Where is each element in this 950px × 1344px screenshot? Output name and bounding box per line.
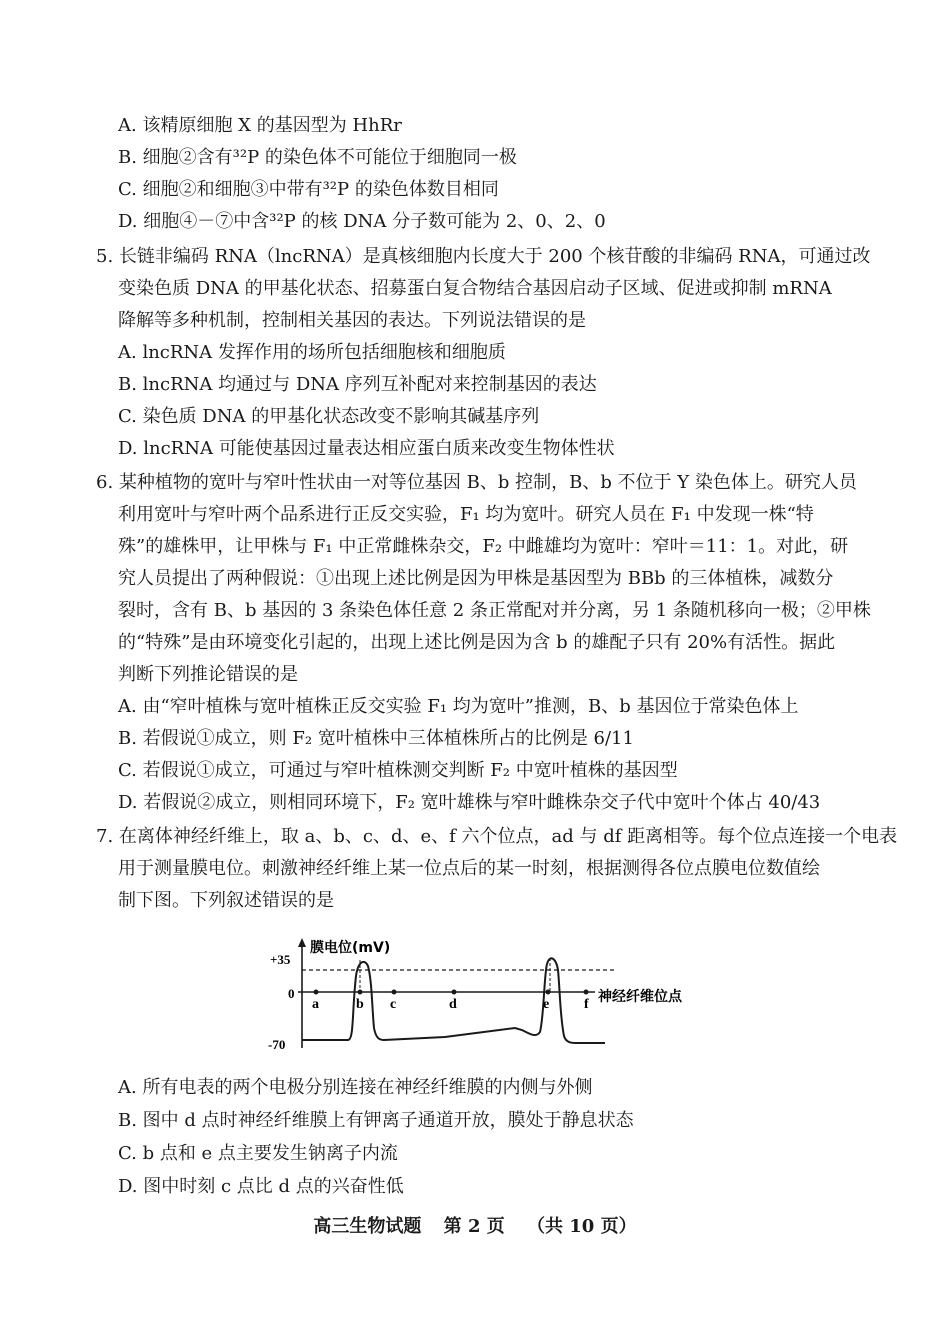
point-label-c: c [390, 997, 397, 1012]
footer-page-number: 第 2 页 [443, 1216, 505, 1237]
point-label-f: f [584, 997, 589, 1012]
q7-option-d: D. 图中时刻 c 点比 d 点的兴奋性低 [118, 1176, 404, 1197]
q5-option-d: D. lncRNA 可能使基因过量表达相应蛋白质来改变生物体性状 [118, 438, 615, 459]
q6-stem-line: 判断下列推论错误的是 [118, 664, 298, 685]
q7-stem-line: 制下图。下列叙述错误的是 [118, 890, 334, 911]
y-tick-label-plus35: +35 [270, 952, 291, 967]
q6-stem-line: 利用宽叶与窄叶两个品系进行正反交实验，F₁ 均为宽叶。研究人员在 F₁ 中发现一株“特 [118, 504, 814, 525]
page-footer [0, 1212, 950, 1238]
q4-option-d: D. 细胞④－⑦中含³²P 的核 DNA 分子数可能为 2、0、2、0 [118, 211, 606, 232]
q6-option-d: D. 若假说②成立，则相同环境下，F₂ 宽叶雄株与窄叶雌株杂交子代中宽叶个体占 40/43 [118, 792, 821, 813]
q7-stem-line: 7. 在离体神经纤维上，取 a、b、c、d、e、f 六个位点，ad 与 df 距离相等。每个位点连接一个电表 [96, 826, 898, 847]
q6-option-a: A. 由“窄叶植株与宽叶植株正反交实验 F₁ 均为宽叶”推测，B、b 基因位于常染色体上 [118, 696, 799, 717]
y-tick-label-zero: 0 [288, 986, 295, 1001]
q6-stem-line: 6. 某种植物的宽叶与窄叶性状由一对等位基因 B、b 控制，B、b 不位于 Y 染色体上。研究人员 [96, 472, 857, 493]
q7-stem-line: 用于测量膜电位。刺激神经纤维上某一位点后的某一时刻，根据测得各位点膜电位数值绘 [118, 858, 820, 879]
point-f [584, 990, 589, 995]
point-c [392, 990, 397, 995]
point-label-e: e [543, 997, 550, 1012]
q5-stem-line: 降解等多种机制，控制相关基因的表达。下列说法错误的是 [118, 310, 586, 331]
point-e [546, 990, 551, 995]
q4-option-a: A. 该精原细胞 X 的基因型为 HhRr [118, 115, 402, 136]
membrane-potential-chart [260, 936, 730, 1056]
footer-total-pages: （共 10 页） [527, 1216, 637, 1237]
q4-option-b: B. 细胞②含有³²P 的染色体不可能位于细胞同一极 [118, 147, 517, 168]
point-label-a: a [312, 997, 319, 1012]
q7-option-b: B. 图中 d 点时神经纤维膜上有钾离子通道开放，膜处于静息状态 [118, 1110, 634, 1131]
q7-option-a: A. 所有电表的两个电极分别连接在神经纤维膜的内侧与外侧 [118, 1077, 593, 1098]
y-tick-label-minus70: -70 [268, 1037, 286, 1052]
q5-stem-line: 5. 长链非编码 RNA（lncRNA）是真核细胞内长度大于 200 个核苷酸的非编码 RNA，可通过改 [96, 246, 871, 267]
footer-subject: 高三生物试题 [313, 1216, 422, 1237]
q6-stem-line: 裂时，含有 B、b 基因的 3 条染色体任意 2 条正常配对并分离，另 1 条随机移向一极；②甲株 [118, 600, 871, 621]
y-axis-label: 膜电位(mV) [310, 940, 391, 956]
q5-option-b: B. lncRNA 均通过与 DNA 序列互补配对来控制基因的表达 [118, 374, 597, 395]
q5-option-c: C. 染色质 DNA 的甲基化状态改变不影响其碱基序列 [118, 406, 540, 427]
q6-stem-line: 殊”的雄株甲，让甲株与 F₁ 中正常雌株杂交，F₂ 中雌雄均为宽叶：窄叶＝11：1。对此，研 [118, 536, 849, 557]
y-axis-arrow [298, 938, 306, 947]
q6-stem-line: 究人员提出了两种假说：①出现上述比例是因为甲株是基因型为 BBb 的三体植株，减数分 [118, 568, 834, 589]
point-label-b: b [356, 997, 364, 1012]
q6-option-c: C. 若假说①成立，可通过与窄叶植株测交判断 F₂ 中宽叶植株的基因型 [118, 760, 678, 781]
q6-option-b: B. 若假说①成立，则 F₂ 宽叶植株中三体植株所占的比例是 6/11 [118, 728, 634, 749]
q6-stem-line: 的“特殊”是由环境变化引起的，出现上述比例是因为含 b 的雄配子只有 20%有活性。据此 [118, 632, 836, 653]
q5-option-a: A. lncRNA 发挥作用的场所包括细胞核和细胞质 [118, 342, 506, 363]
point-b [358, 990, 363, 995]
q4-option-c: C. 细胞②和细胞③中带有³²P 的染色体数目相同 [118, 179, 499, 200]
q7-option-c: C. b 点和 e 点主要发生钠离子内流 [118, 1143, 398, 1164]
point-d [452, 990, 457, 995]
x-axis-label: 神经纤维位点 [598, 989, 682, 1005]
point-label-d: d [449, 997, 457, 1012]
q5-stem-line: 变染色质 DNA 的甲基化状态、招募蛋白复合物结合基因启动子区域、促进或抑制 mRNA [118, 278, 832, 299]
point-a [314, 990, 319, 995]
